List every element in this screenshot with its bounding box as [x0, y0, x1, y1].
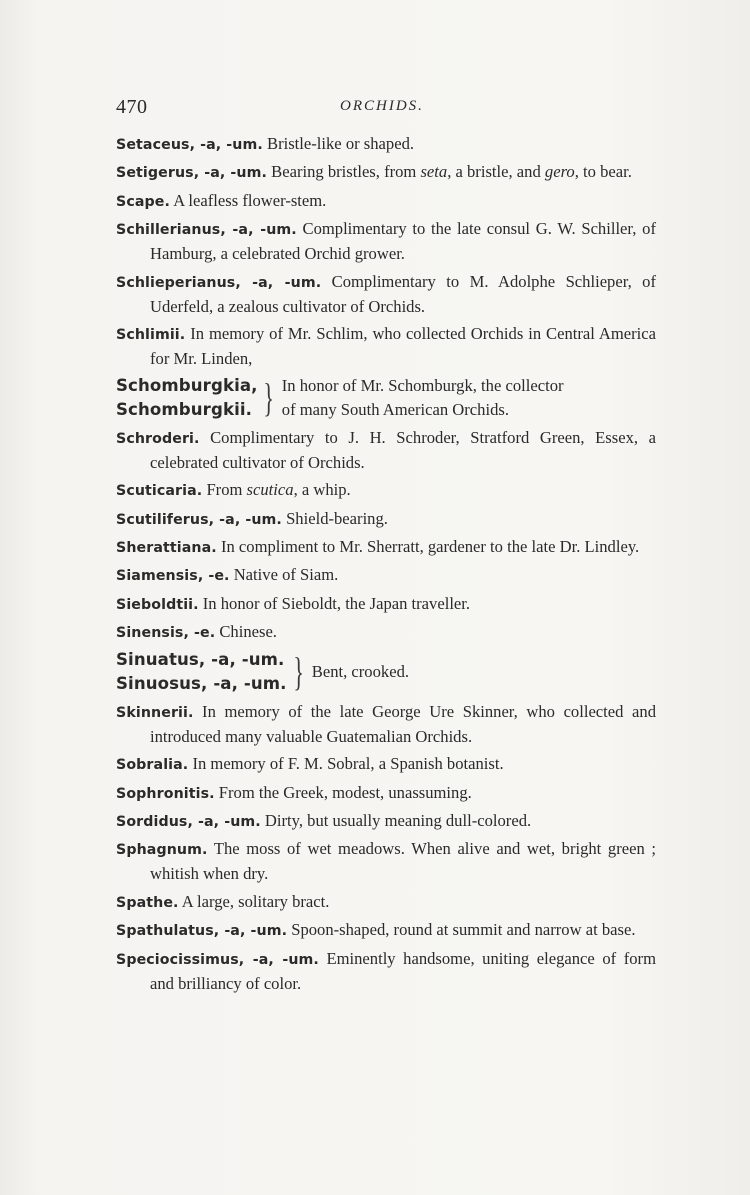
- entry-definition: , a bristle, and: [447, 162, 545, 182]
- entry-term: Sobralia.: [116, 757, 189, 774]
- glossary-entry: [116, 918, 656, 943]
- glossary-entry: [116, 890, 656, 915]
- glossary-entry: [116, 837, 656, 886]
- entry-term: Schomburgkia,: [116, 376, 258, 396]
- glossary-entry: [116, 809, 656, 834]
- entry-term: Schillerianus, -a, -um.: [116, 222, 297, 239]
- glossary-entry: [116, 217, 656, 266]
- entry-definition: Bristle-like or shaped.: [267, 134, 415, 153]
- entry-term: Schlieperianus, -a, -um.: [116, 274, 322, 291]
- entry-definition: In memory of Mr. Schlim, who collected Orchids in Central America for Mr. Linden,: [150, 323, 657, 368]
- glossary-entries: [116, 132, 656, 999]
- entry-term: Sophronitis.: [116, 785, 215, 802]
- entry-definition: A large, solitary bract.: [181, 891, 330, 911]
- entry-term: Spathulatus, -a, -um.: [116, 923, 288, 940]
- entry-term: Sieboldtii.: [116, 596, 199, 613]
- entry-term: Setigerus, -a, -um.: [116, 165, 267, 182]
- glossary-entry: [116, 270, 656, 319]
- glossary-entry: [116, 478, 656, 503]
- entry-definition: In memory of the late George Ure Skinner, who collected and introduced many valuable Guatemalian Orchids.: [150, 701, 656, 746]
- entry-term: Schroderi.: [116, 430, 200, 447]
- entry-definition: Shield-bearing.: [286, 508, 388, 528]
- entry-definition: of many South American Orchids.: [281, 400, 509, 420]
- entry-term: Setaceus, -a, -um.: [116, 137, 263, 153]
- glossary-entry: [116, 700, 656, 749]
- running-title: ORCHIDS.: [340, 98, 424, 114]
- entry-term: Scutiliferus, -a, -um.: [116, 511, 282, 528]
- glossary-entry: [116, 160, 656, 185]
- entry-definition: Complimentary to M. Adolphe Schlieper, of Uderfeld, a zealous cultivator of Orchids.: [150, 271, 656, 316]
- glossary-entry: [116, 132, 656, 157]
- entry-definition: In compliment to Mr. Sherratt, gardener to the late Dr. Lindley.: [220, 536, 640, 556]
- entry-definition: From: [206, 480, 247, 500]
- glossary-entry: [116, 781, 656, 806]
- entry-definition: From the Greek, modest, unassuming.: [218, 782, 472, 802]
- entry-term: Sphagnum.: [116, 842, 208, 859]
- entry-definition: Complimentary to J. H. Schroder, Stratford Green, Essex, a celebrated cultivator of Orchids.: [150, 427, 656, 472]
- glossary-entry-group: [116, 648, 656, 696]
- entry-term: Siamensis, -e.: [116, 568, 230, 585]
- entry-definition: In honor of Sieboldt, the Japan traveller.: [202, 593, 471, 613]
- glossary-entry: [116, 535, 656, 560]
- entry-term: Sordidus, -a, -um.: [116, 814, 261, 831]
- glossary-entry: [116, 563, 656, 588]
- entry-definition-italic: seta: [420, 162, 448, 182]
- entry-term: Speciocissimus, -a, -um.: [116, 951, 319, 968]
- glossary-entry: [116, 620, 656, 645]
- entry-term: Schlimii.: [116, 326, 186, 343]
- entry-term: Sinensis, -e.: [116, 625, 216, 642]
- entry-term: Sherattiana.: [116, 539, 217, 556]
- entry-term: Scuticaria.: [116, 483, 203, 500]
- entry-term: Sinuosus, -a, -um.: [116, 674, 287, 694]
- glossary-entry: [116, 322, 656, 371]
- glossary-entry: [116, 592, 656, 617]
- entry-definition: Eminently handsome, uniting elegance of form and brilliancy of color.: [150, 948, 656, 993]
- entry-definition: Bent, crooked.: [311, 662, 410, 682]
- entry-definition: Complimentary to the late consul G. W. Schiller, of Hamburg, a celebrated Orchid grower.: [150, 219, 656, 264]
- entry-definition: , to bear.: [574, 162, 632, 182]
- glossary-entry: [116, 507, 656, 532]
- glossary-entry: [116, 189, 656, 214]
- entry-definition: Native of Siam.: [233, 565, 339, 585]
- glossary-entry-group: [116, 374, 656, 422]
- entry-definition: In memory of F. M. Sobral, a Spanish botanist.: [192, 754, 504, 774]
- entry-term: Sinuatus, -a, -um.: [116, 650, 285, 670]
- page-number: 470: [116, 96, 148, 118]
- entry-term: Skinnerii.: [116, 704, 194, 721]
- entry-definition: Spoon-shaped, round at summit and narrow at base.: [291, 920, 636, 940]
- entry-definition: Dirty, but usually meaning dull-colored.: [264, 811, 532, 831]
- entry-definition-italic: scutica: [246, 480, 294, 500]
- entry-definition: The moss of wet meadows. When alive and wet, bright green ; whitish when dry.: [150, 839, 656, 884]
- entry-definition: Chinese.: [219, 622, 277, 642]
- entry-definition: In honor of Mr. Schomburgk, the collector: [281, 376, 564, 396]
- glossary-entry: [116, 752, 656, 777]
- glossary-entry: [116, 947, 656, 996]
- brace-glyph: }: [262, 375, 274, 421]
- entry-definition: , a whip.: [293, 480, 351, 500]
- glossary-entry: [116, 426, 656, 475]
- entry-term: Scape.: [116, 193, 170, 210]
- entry-definition: A leafless flower-stem.: [173, 190, 327, 210]
- brace-glyph: }: [292, 649, 304, 695]
- page-header: [116, 96, 656, 122]
- entry-definition-italic: gero: [544, 162, 575, 182]
- entry-term: Schomburgkii.: [116, 400, 253, 420]
- entry-term: Spathe.: [116, 894, 179, 911]
- entry-definition: Bearing bristles, from: [271, 162, 421, 182]
